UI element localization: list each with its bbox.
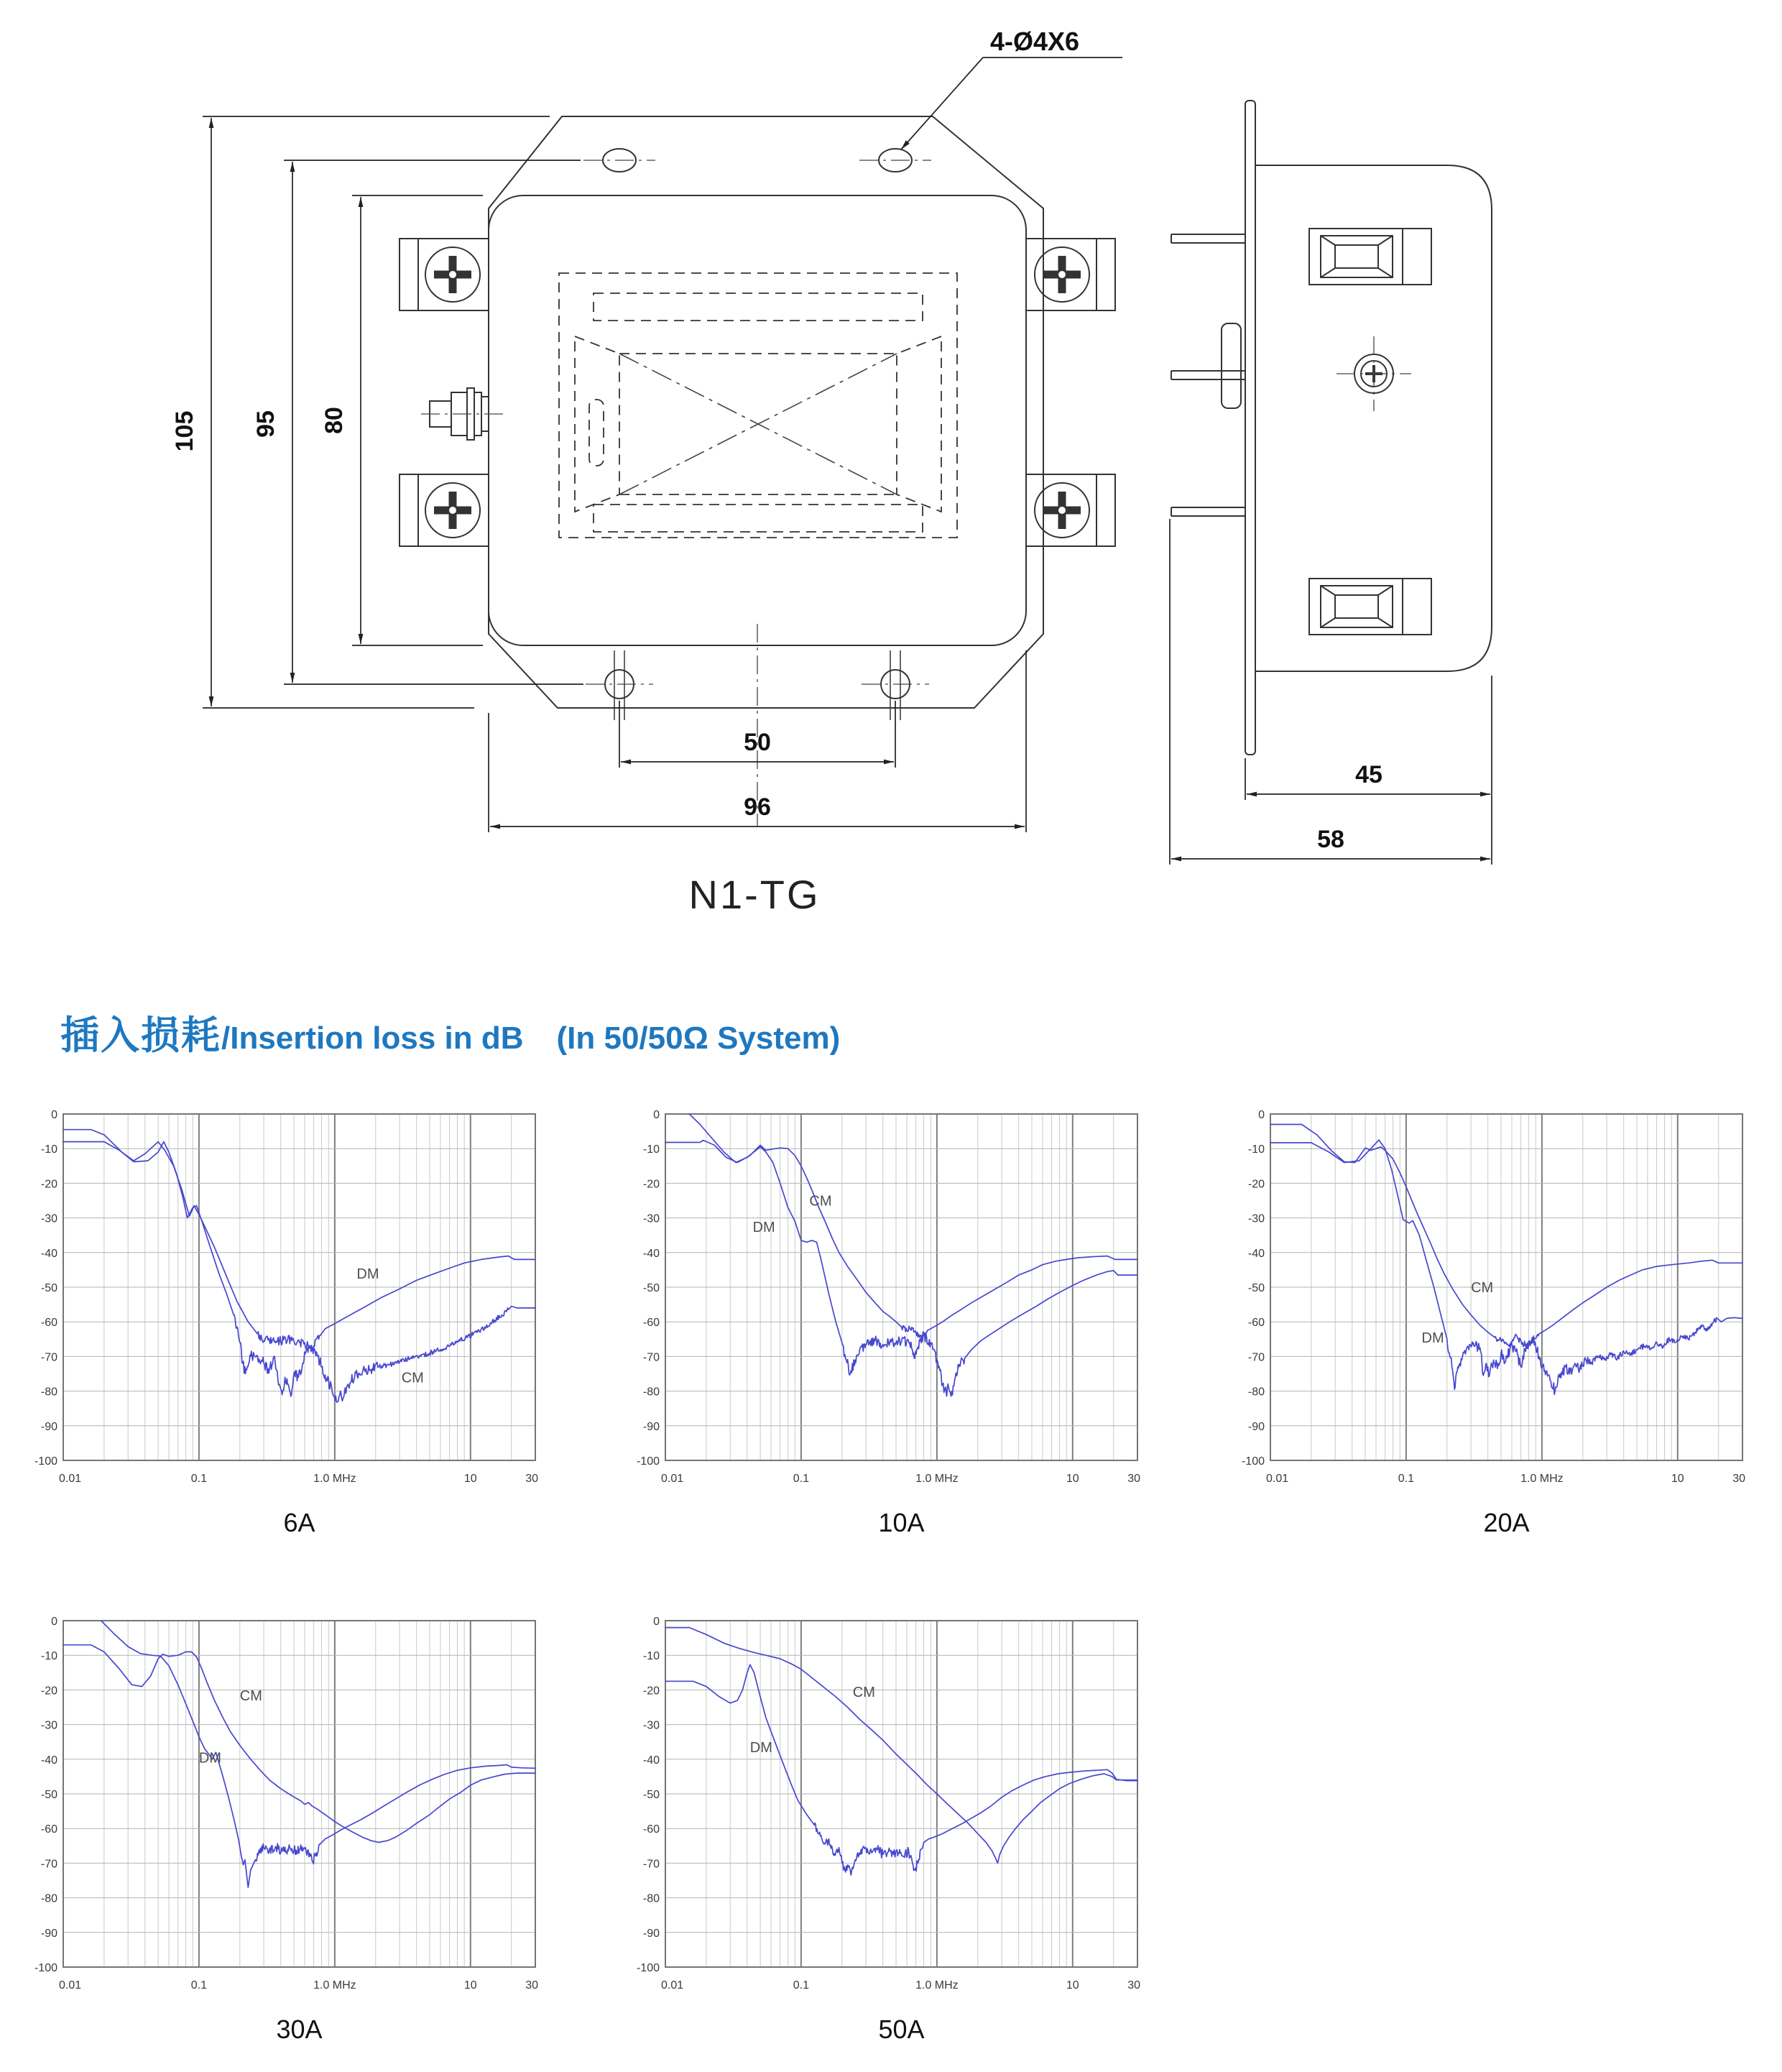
dim-height-body: 80 bbox=[320, 407, 348, 434]
svg-text:0: 0 bbox=[51, 1616, 57, 1628]
svg-text:-10: -10 bbox=[642, 1650, 660, 1663]
svg-text:-30: -30 bbox=[1247, 1212, 1265, 1225]
svg-text:-30: -30 bbox=[642, 1719, 660, 1732]
svg-text:-50: -50 bbox=[40, 1282, 57, 1294]
svg-text:10: 10 bbox=[1066, 1979, 1079, 1992]
svg-text:-50: -50 bbox=[1247, 1282, 1265, 1294]
svg-text:-40: -40 bbox=[40, 1247, 57, 1260]
svg-text:-50: -50 bbox=[40, 1789, 57, 1801]
chart-50A bbox=[614, 1608, 1175, 2013]
svg-text:1.0 MHz: 1.0 MHz bbox=[915, 1979, 959, 1992]
svg-text:-60: -60 bbox=[1247, 1317, 1265, 1330]
chart-30A bbox=[11, 1608, 573, 2013]
side-view bbox=[1171, 101, 1492, 755]
y-axis-labels bbox=[637, 1109, 660, 1468]
y-axis-labels bbox=[34, 1109, 57, 1468]
curve-label-dm: DM bbox=[198, 1750, 222, 1767]
dim-width-body: 96 bbox=[744, 793, 771, 821]
svg-text:-80: -80 bbox=[40, 1386, 57, 1399]
svg-text:-40: -40 bbox=[40, 1754, 57, 1767]
svg-text:0: 0 bbox=[1258, 1109, 1265, 1121]
svg-text:10: 10 bbox=[463, 1979, 477, 1992]
chart-10A bbox=[614, 1101, 1175, 1506]
svg-text:1.0 MHz: 1.0 MHz bbox=[313, 1979, 356, 1992]
dim-height-overall: 105 bbox=[171, 410, 198, 452]
svg-text:-100: -100 bbox=[636, 1455, 660, 1468]
svg-text:-60: -60 bbox=[642, 1823, 660, 1836]
curve-label-cm: CM bbox=[239, 1687, 262, 1704]
svg-text:10: 10 bbox=[1066, 1473, 1079, 1485]
heading-english: /Insertion loss in dB bbox=[221, 1021, 524, 1056]
side-center-screw bbox=[1336, 336, 1411, 411]
svg-text:-10: -10 bbox=[642, 1143, 660, 1156]
ground-stud bbox=[421, 388, 507, 440]
svg-text:-10: -10 bbox=[1247, 1143, 1265, 1156]
curve-label-dm: DM bbox=[356, 1266, 379, 1282]
svg-text:30: 30 bbox=[525, 1979, 538, 1992]
curve-label-dm: DM bbox=[752, 1219, 775, 1235]
svg-text:-90: -90 bbox=[642, 1927, 660, 1940]
svg-text:30: 30 bbox=[1127, 1979, 1140, 1992]
x-axis-labels bbox=[59, 1473, 538, 1485]
curve-label-cm: CM bbox=[1471, 1280, 1494, 1297]
y-axis-labels bbox=[637, 1616, 660, 1974]
callout-leader bbox=[901, 57, 983, 149]
svg-text:0: 0 bbox=[653, 1616, 660, 1628]
curve-label-cm: CM bbox=[809, 1193, 832, 1210]
winding-cross-lines bbox=[619, 354, 897, 494]
svg-text:-20: -20 bbox=[40, 1178, 57, 1191]
mounting-plate-outline bbox=[489, 116, 1043, 708]
chart-20A bbox=[1219, 1101, 1780, 1506]
side-terminal-block-top bbox=[1309, 229, 1431, 285]
svg-text:-20: -20 bbox=[1247, 1178, 1265, 1191]
heading-system-note: (In 50/50Ω System) bbox=[556, 1021, 841, 1056]
svg-text:1.0 MHz: 1.0 MHz bbox=[915, 1473, 959, 1485]
svg-text:-50: -50 bbox=[642, 1789, 660, 1801]
x-axis-labels bbox=[661, 1979, 1140, 1992]
svg-text:0.01: 0.01 bbox=[661, 1473, 684, 1485]
svg-text:-70: -70 bbox=[642, 1858, 660, 1871]
x-axis-labels bbox=[661, 1473, 1140, 1485]
dim-width-slots: 50 bbox=[744, 729, 771, 756]
svg-text:-50: -50 bbox=[642, 1282, 660, 1294]
svg-text:-40: -40 bbox=[642, 1754, 660, 1767]
svg-text:-70: -70 bbox=[40, 1351, 57, 1364]
svg-text:-60: -60 bbox=[40, 1823, 57, 1836]
side-terminal-block-bottom bbox=[1309, 579, 1431, 635]
curve-label-dm: DM bbox=[749, 1740, 772, 1756]
y-axis-labels bbox=[1242, 1109, 1265, 1468]
svg-text:0.1: 0.1 bbox=[1398, 1473, 1415, 1485]
svg-text:-30: -30 bbox=[40, 1212, 57, 1225]
svg-text:1.0 MHz: 1.0 MHz bbox=[1520, 1473, 1564, 1485]
chart-caption-50a: 50A bbox=[878, 2015, 925, 2044]
dim-height-slots: 95 bbox=[252, 410, 280, 438]
svg-text:-60: -60 bbox=[642, 1317, 660, 1330]
svg-text:30: 30 bbox=[1127, 1473, 1140, 1485]
chart-caption-10a: 10A bbox=[878, 1508, 925, 1537]
front-view bbox=[400, 116, 1115, 827]
section-heading bbox=[60, 1005, 840, 1060]
screw-center bbox=[448, 270, 457, 279]
svg-text:-80: -80 bbox=[642, 1892, 660, 1905]
svg-text:-70: -70 bbox=[642, 1351, 660, 1364]
curve-dm bbox=[689, 1114, 1137, 1396]
svg-text:-60: -60 bbox=[40, 1317, 57, 1330]
svg-text:-100: -100 bbox=[1241, 1455, 1265, 1468]
svg-text:0.1: 0.1 bbox=[793, 1473, 810, 1485]
svg-text:-90: -90 bbox=[1247, 1420, 1265, 1433]
y-axis-labels bbox=[34, 1616, 57, 1974]
filter-body-outline bbox=[489, 195, 1026, 645]
svg-text:0.01: 0.01 bbox=[59, 1473, 82, 1485]
svg-text:-90: -90 bbox=[642, 1420, 660, 1433]
svg-text:-100: -100 bbox=[34, 1455, 57, 1468]
dimensions bbox=[203, 57, 1492, 865]
svg-text:-20: -20 bbox=[642, 1685, 660, 1698]
side-terminal-pins bbox=[1171, 234, 1245, 516]
svg-text:0: 0 bbox=[51, 1109, 57, 1121]
curve-label-cm: CM bbox=[401, 1370, 424, 1386]
x-axis-labels bbox=[1266, 1473, 1745, 1485]
svg-text:-70: -70 bbox=[40, 1858, 57, 1871]
chart-6A bbox=[11, 1101, 573, 1506]
svg-text:30: 30 bbox=[525, 1473, 538, 1485]
svg-text:0.01: 0.01 bbox=[59, 1979, 82, 1992]
svg-text:-70: -70 bbox=[1247, 1351, 1265, 1364]
terminal-right-bottom bbox=[1026, 474, 1115, 546]
svg-text:-90: -90 bbox=[40, 1927, 57, 1940]
svg-text:10: 10 bbox=[463, 1473, 477, 1485]
terminal-left-top bbox=[400, 239, 489, 310]
svg-text:0.01: 0.01 bbox=[1266, 1473, 1289, 1485]
svg-text:-40: -40 bbox=[642, 1247, 660, 1260]
svg-text:-90: -90 bbox=[40, 1420, 57, 1433]
svg-text:-20: -20 bbox=[40, 1685, 57, 1698]
dim-depth-body: 45 bbox=[1355, 761, 1382, 788]
svg-text:0.1: 0.1 bbox=[190, 1473, 208, 1485]
curve-label-dm: DM bbox=[1421, 1330, 1444, 1347]
svg-text:30: 30 bbox=[1732, 1473, 1745, 1485]
x-axis-labels bbox=[59, 1979, 538, 1992]
svg-text:10: 10 bbox=[1671, 1473, 1684, 1485]
svg-text:1.0 MHz: 1.0 MHz bbox=[313, 1473, 356, 1485]
svg-text:-30: -30 bbox=[642, 1212, 660, 1225]
svg-text:-20: -20 bbox=[642, 1178, 660, 1191]
svg-text:0.01: 0.01 bbox=[661, 1979, 684, 1992]
svg-text:0: 0 bbox=[653, 1109, 660, 1121]
svg-text:-100: -100 bbox=[636, 1962, 660, 1974]
svg-text:-80: -80 bbox=[40, 1892, 57, 1905]
curve-label-cm: CM bbox=[852, 1685, 875, 1700]
side-flange bbox=[1245, 101, 1255, 755]
dim-depth-overall: 58 bbox=[1317, 826, 1344, 853]
chart-caption-6a: 6A bbox=[283, 1508, 315, 1537]
chart-caption-30a: 30A bbox=[276, 2015, 323, 2044]
pin-bracket bbox=[1222, 323, 1241, 408]
model-label: N1-TG bbox=[688, 872, 821, 917]
svg-text:-10: -10 bbox=[40, 1650, 57, 1663]
heading-chinese: 插入损耗 bbox=[60, 1014, 221, 1057]
terminal-right-top bbox=[1026, 239, 1115, 310]
svg-text:0.1: 0.1 bbox=[190, 1979, 208, 1992]
terminal-left-bottom bbox=[400, 474, 489, 546]
chart-caption-20a: 20A bbox=[1483, 1508, 1530, 1537]
internal-choke-hidden-lines bbox=[559, 273, 957, 538]
hole-callout: 4-Ø4X6 bbox=[990, 27, 1080, 56]
svg-text:-30: -30 bbox=[40, 1719, 57, 1732]
svg-text:-100: -100 bbox=[34, 1962, 57, 1974]
svg-text:-80: -80 bbox=[1247, 1386, 1265, 1399]
technical-drawing bbox=[0, 0, 1782, 956]
svg-text:-40: -40 bbox=[1247, 1247, 1265, 1260]
svg-text:-80: -80 bbox=[642, 1386, 660, 1399]
svg-text:0.1: 0.1 bbox=[793, 1979, 810, 1992]
svg-text:-10: -10 bbox=[40, 1143, 57, 1156]
